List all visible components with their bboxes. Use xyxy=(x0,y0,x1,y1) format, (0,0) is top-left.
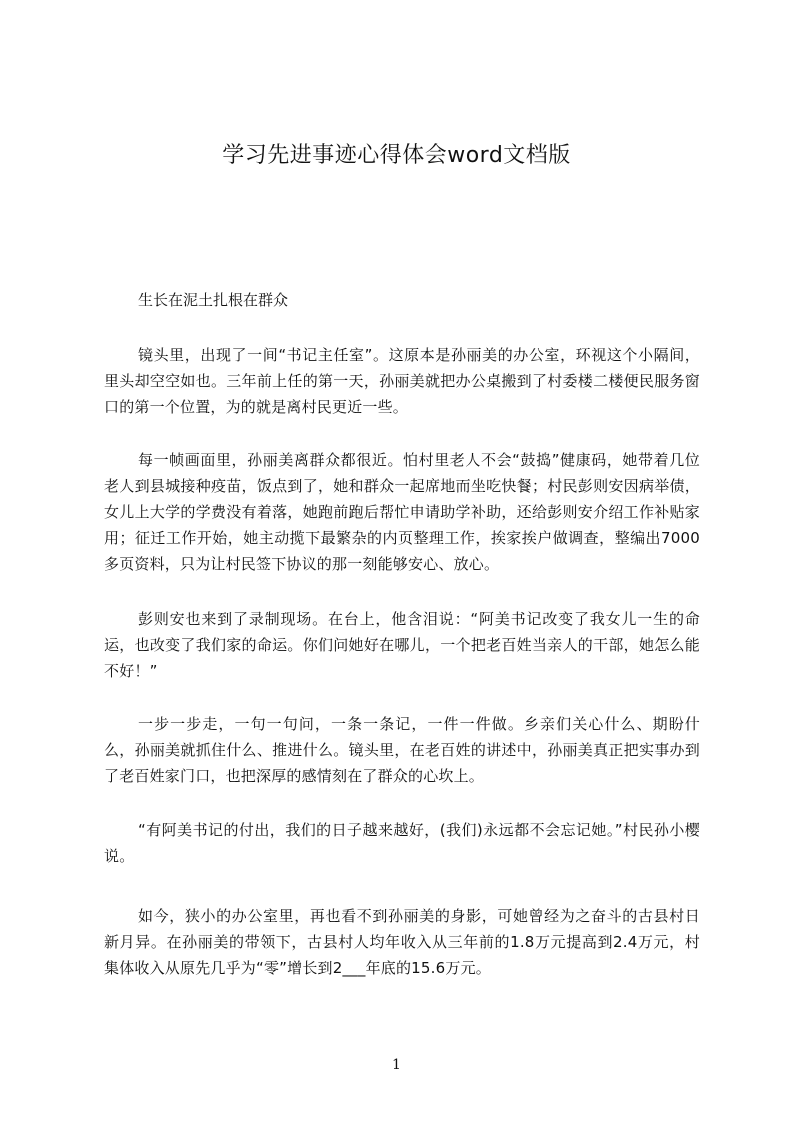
paragraph-4: 一步一步走，一句一句问，一条一条记，一件一件做。乡亲们关心什么、期盼什么，孙丽美就抓住什么、推进什么。镜头里，在老百姓的讲述中，孙丽美真正把实事办到了老百姓家门口，也把深厚的感情刻在了群众的心坎上。 xyxy=(104,715,700,785)
paragraph-5: “有阿美书记的付出，我们的日子越来越好，(我们)永远都不会忘记她。”村民孙小樱说。 xyxy=(104,821,700,865)
page-number: 1 xyxy=(392,1057,401,1073)
paragraph-3: 彭则安也来到了录制现场。在台上，他含泪说：“阿美书记改变了我女儿一生的命运，也改变了我们家的命运。你们问她好在哪儿，一个把老百姓当亲人的干部，她怎么能不好！” xyxy=(104,610,700,680)
document-title: 学习先进事迹心得体会word文档版 xyxy=(222,143,571,168)
paragraph-6: 如今，狭小的办公室里，再也看不到孙丽美的身影，可她曾经为之奋斗的古县村日新月异。在孙丽美的带领下，古县村人均年收入从三年前的1.8万元提高到2.4万元，村集体收入从原先几乎为“零”增长到2___年底的15.6万元。 xyxy=(104,907,700,977)
paragraph-2: 每一帧画面里，孙丽美离群众都很近。怕村里老人不会“鼓捣”健康码，她带着几位老人到县城接种疫苗，饭点到了，她和群众一起席地而坐吃快餐；村民彭则安因病举债，女儿上大学的学费没有着落，她跑前跑后帮忙申请助学补助，还给彭则安介绍工作补贴家用；征迁工作开始，她主动揽下最繁杂的内页整理工作，挨家挨户做调查，整编出7000多页资料，只为让村民签下协议的那一刻能够安心、放心。 xyxy=(104,451,700,573)
paragraph-1: 镜头里，出现了一间“书记主任室”。这原本是孙丽美的办公室，环视这个小隔间，里头却空空如也。三年前上任的第一天，孙丽美就把办公桌搬到了村委楼二楼便民服务窗口的第一个位置，为的就是离村民更近一些。 xyxy=(104,346,700,416)
section-heading: 生长在泥土扎根在群众 xyxy=(138,291,289,309)
